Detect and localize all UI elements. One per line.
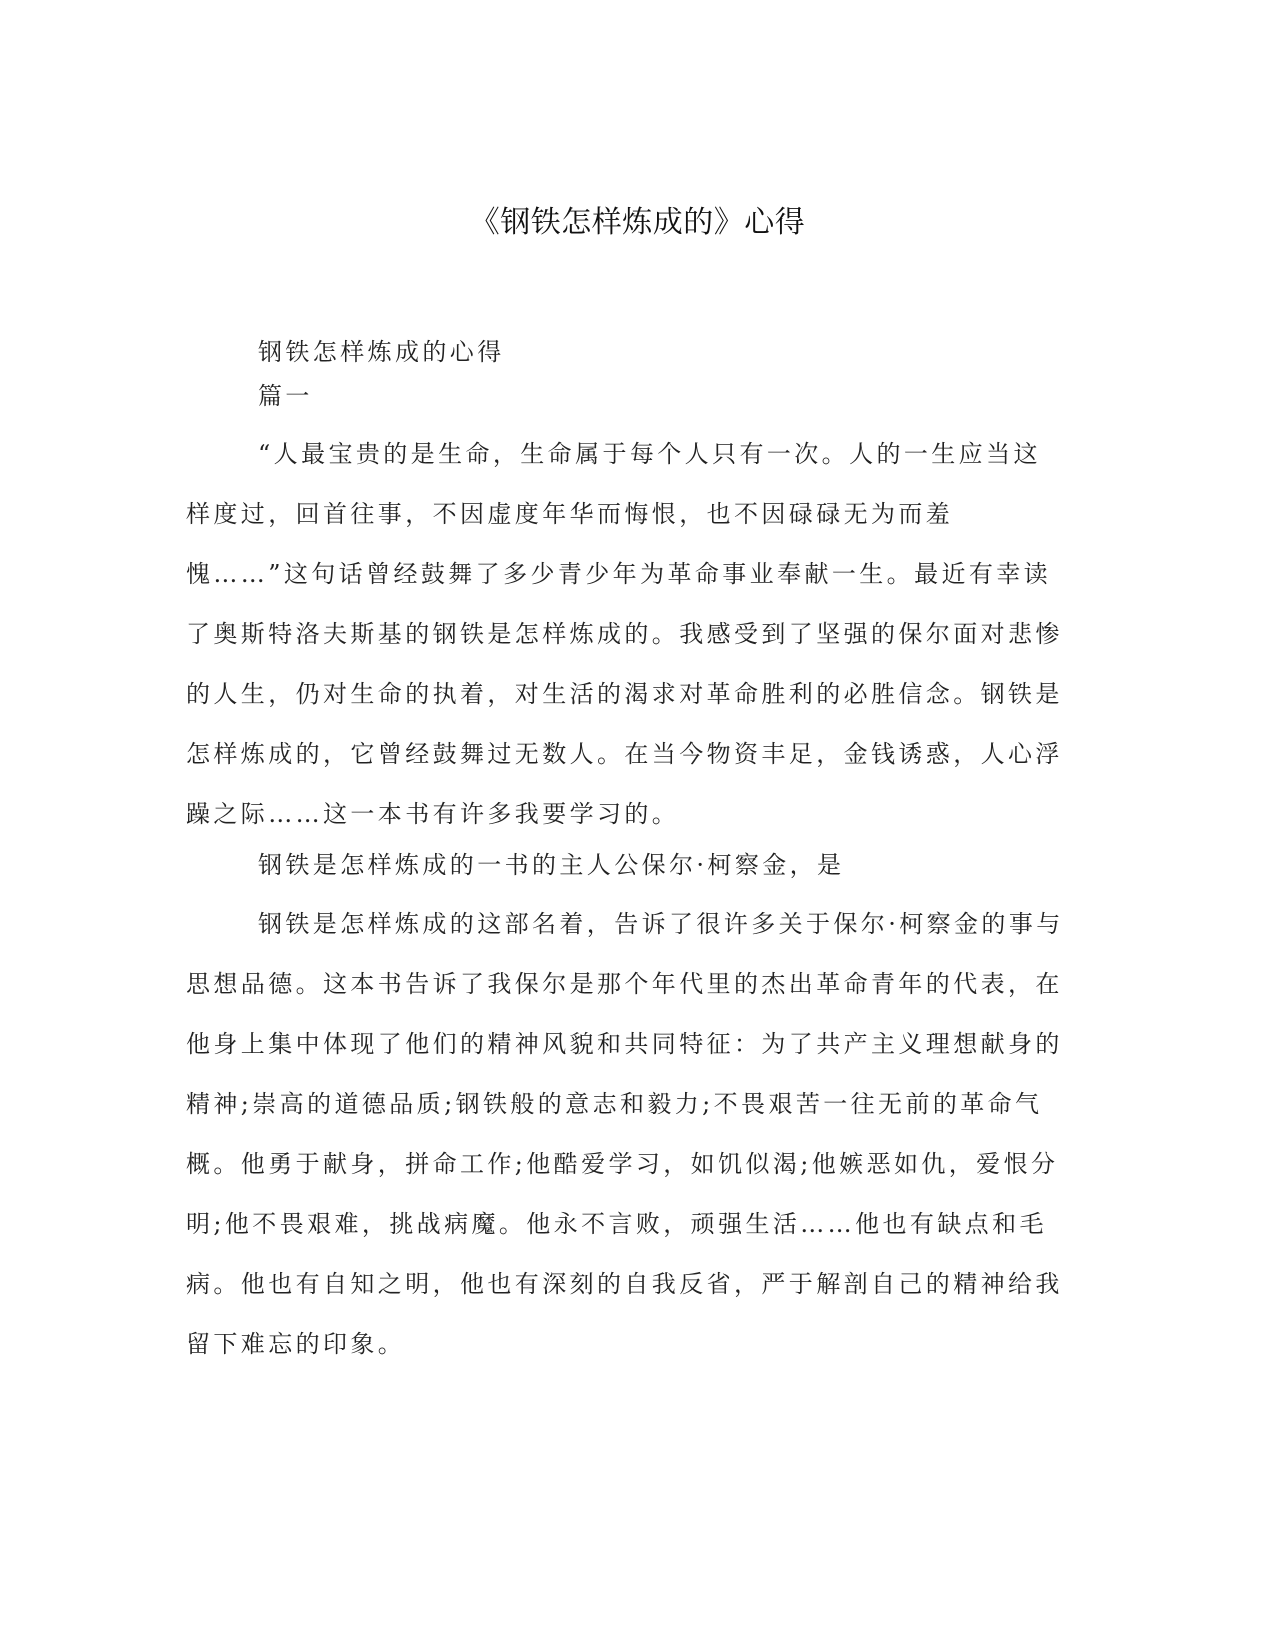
section-heading: 篇一 (258, 382, 313, 410)
paragraph-1: “人最宝贵的是生命，生命属于每个人只有一次。人的一生应当这样度过，回首往事，不因虚度年华而悔恨，也不因碌碌无为而羞愧……”这句话曾经鼓舞了多少青少年为革命事业奉献一生。最近有幸读了奥斯特洛夫斯基的钢铁是怎样炼成的。我感受到了坚强的保尔面对悲惨的人生，仍对生命的执着，对生活的渴求对革命胜利的必胜信念。钢铁是怎样炼成的，它曾经鼓舞过无数人。在当今物资丰足，金钱诱惑，人心浮躁之际……这一本书有许多我要学习的。 (186, 440, 1063, 828)
document-subtitle: 钢铁怎样炼成的心得 (258, 338, 505, 366)
document-title: 《钢铁怎样炼成的》心得 (469, 205, 806, 240)
paragraph-3: 钢铁是怎样炼成的这部名着，告诉了很许多关于保尔·柯察金的事与思想品德。这本书告诉了我保尔是那个年代里的杰出革命青年的代表，在他身上集中体现了他们的精神风貌和共同特征：为了共产主义理想献身的精神;崇高的道德品质;钢铁般的意志和毅力;不畏艰苦一往无前的革命气概。他勇于献身，拼命工作;他酷爱学习，如饥似渴;他嫉恶如仇，爱恨分明;他不畏艰难，挑战病魔。他永不言败，顽强生活……他也有缺点和毛病。他也有自知之明，他也有深刻的自我反省，严于解剖自己的精神给我留下难忘的印象。 (186, 910, 1064, 1358)
paragraph-2: 钢铁是怎样炼成的一书的主人公保尔·柯察金，是 (258, 851, 845, 879)
